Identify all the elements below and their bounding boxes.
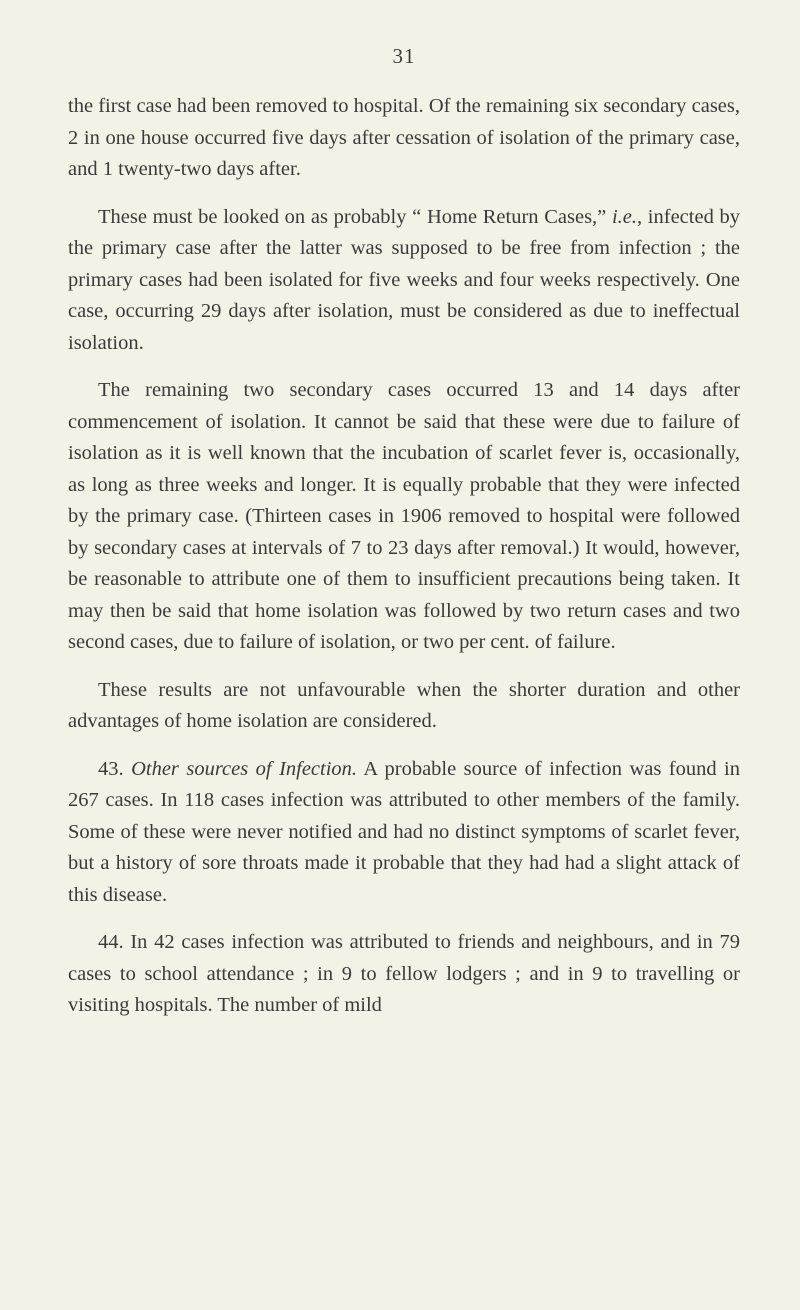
paragraph-text: the first case had been removed to hospital. Of the remaining six secondary cases, 2 in one house occurred five days after cessation of isolation of the primary case, and 1 twenty-two days after. bbox=[68, 95, 740, 180]
section-text: In 42 cases infection was attributed to friends and neighbours, and in 79 cases to school attendance ; in 9 to fellow lodgers ; and in 9 to travelling or visiting hospitals. The number of mild bbox=[68, 931, 740, 1016]
paragraph-text: These results are not unfavourable when the shorter duration and other advantages of home isolation are considered. bbox=[68, 678, 740, 732]
section-44 bbox=[68, 927, 740, 1022]
section-number: 44. bbox=[98, 931, 124, 953]
paragraph-results bbox=[68, 675, 740, 738]
italic-abbreviation: i.e. bbox=[611, 205, 637, 228]
paragraph-home-return-cases bbox=[68, 202, 740, 360]
paragraph-text-start: These must be looked on as probably “ Home Return Cases,” bbox=[98, 205, 612, 228]
page-number: 31 bbox=[392, 44, 416, 68]
paragraph-text-rest: , infected by the primary case after the latter was supposed to be free from infection ; the primary cases had been isolated for five weeks and four weeks respectively. One case, occurring 29 days after isolation, must be considered as due to ineffectual isolation. bbox=[68, 205, 741, 354]
section-title: Other sources of Infection. bbox=[131, 757, 358, 780]
section-number: 43. bbox=[98, 757, 124, 780]
section-43 bbox=[68, 754, 740, 912]
paragraph-continuation bbox=[68, 91, 740, 186]
paragraph-text: The remaining two secondary cases occurred 13 and 14 days after commencement of isolation. It cannot be said that these were due to failure of isolation as it is well known that the incubation of scarlet fever is, occasionally, as long as three weeks and longer. It is equally probable that they were infected by the primary case. (Thirteen cases in 1906 removed to hospital were followed by secondary cases at intervals of 7 to 23 days after removal.) It would, however, be reasonable to attribute one of them to insufficient precautions being taken. It may then be said that home isolation was followed by two return cases and two second cases, due to failure of isolation, or two per cent. of failure. bbox=[68, 379, 740, 653]
paragraph-remaining-secondary-cases bbox=[68, 375, 740, 659]
section-text: A probable source of infection was found in 267 cases. In 118 cases infection was attributed to other members of the family. Some of these were never notified and had no distinct symptoms of scarlet fever, but a history of sore throats made it probable that they had had a slight attack of this disease. bbox=[68, 757, 741, 906]
